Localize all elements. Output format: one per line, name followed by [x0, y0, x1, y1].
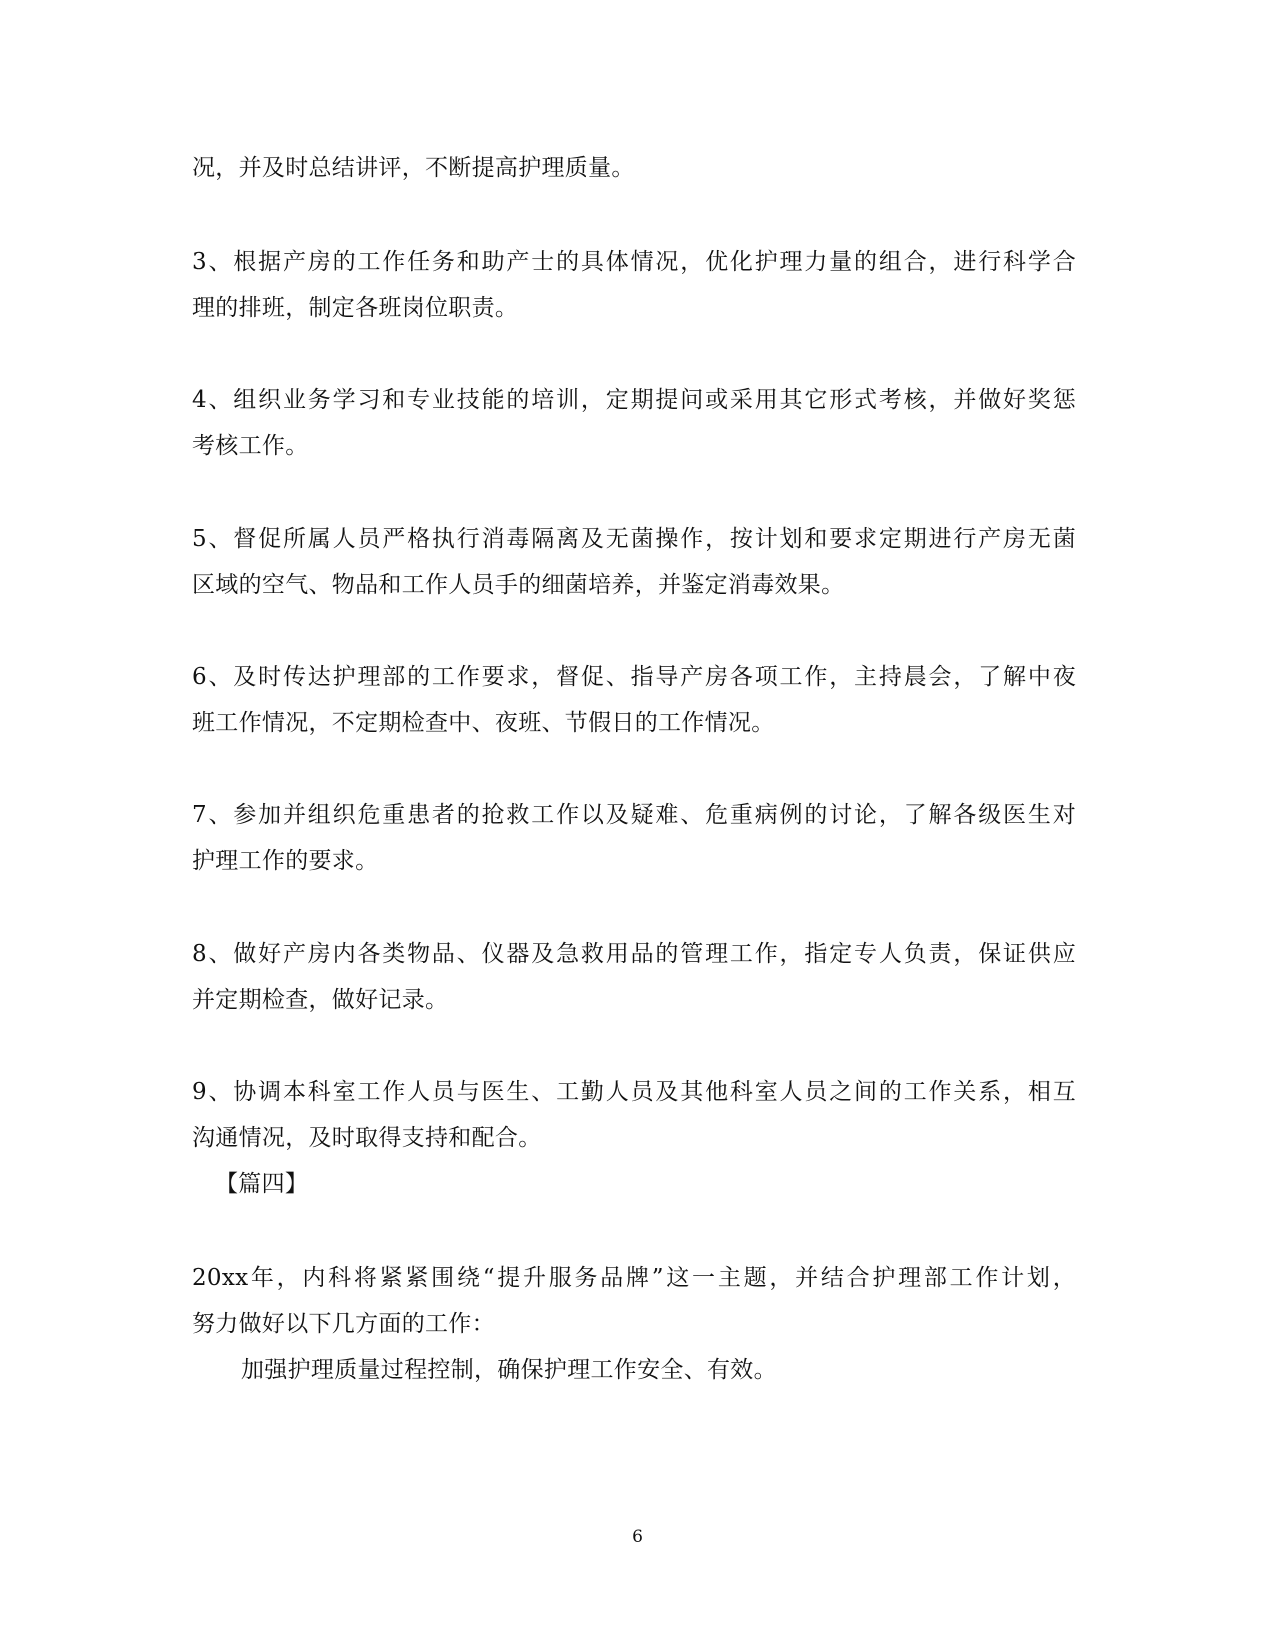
text-line: 3、根据产房的工作任务和助产士的具体情况，优化护理力量的组合，进行科学合: [192, 249, 1076, 275]
subheading: 加强护理质量过程控制，确保护理工作安全、有效。: [241, 1357, 777, 1383]
text-line: 5、督促所属人员严格执行消毒隔离及无菌操作，按计划和要求定期进行产房无菌: [192, 526, 1076, 552]
text-line: 沟通情况，及时取得支持和配合。: [192, 1125, 542, 1151]
intro-line: 努力做好以下几方面的工作：: [192, 1311, 495, 1337]
text-line: 4、组织业务学习和专业技能的培训，定期提问或采用其它形式考核，并做好奖惩: [192, 387, 1076, 413]
text-line: 况，并及时总结讲评，不断提高护理质量。: [192, 155, 635, 181]
page-number: 6: [632, 1527, 643, 1547]
text-line: 并定期检查，做好记录。: [192, 987, 449, 1013]
text-line: 9、协调本科室工作人员与医生、工勤人员及其他科室人员之间的工作关系，相互: [192, 1079, 1076, 1105]
section-heading: 【篇四】: [215, 1171, 309, 1197]
text-line: 班工作情况，不定期检查中、夜班、节假日的工作情况。: [192, 710, 775, 736]
text-line: 区域的空气、物品和工作人员手的细菌培养，并鉴定消毒效果。: [192, 572, 845, 598]
intro-line: 20xx年，内科将紧紧围绕“提升服务品牌”这一主题，并结合护理部工作计划，: [192, 1265, 1076, 1291]
text-line: 7、参加并组织危重患者的抢救工作以及疑难、危重病例的讨论，了解各级医生对: [192, 802, 1076, 828]
text-line: 理的排班，制定各班岗位职责。: [192, 295, 519, 321]
text-line: 8、做好产房内各类物品、仪器及急救用品的管理工作，指定专人负责，保证供应: [192, 941, 1076, 967]
text-line: 6、及时传达护理部的工作要求，督促、指导产房各项工作，主持晨会，了解中夜: [192, 664, 1076, 690]
text-line: 考核工作。: [192, 433, 309, 459]
text-line: 护理工作的要求。: [192, 848, 379, 874]
